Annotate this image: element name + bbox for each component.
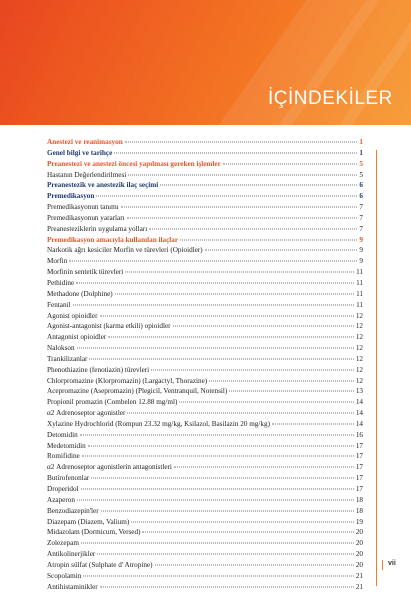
- toc-dot-leader: [81, 489, 354, 490]
- toc-entry-title: Detomidin: [47, 430, 78, 439]
- toc-entry[interactable]: [47, 485, 363, 496]
- toc-entry[interactable]: [47, 452, 363, 463]
- toc-entry-page: 12: [355, 365, 363, 374]
- toc-entry-title: Trankilizanlar: [47, 354, 88, 363]
- toc-dot-leader: [125, 272, 354, 273]
- toc-entry[interactable]: [47, 355, 363, 366]
- toc-entry-title: Preanesteziklerin uygulama yolları: [47, 224, 148, 233]
- toc-dot-leader: [83, 575, 353, 576]
- toc-entry[interactable]: [47, 550, 363, 561]
- toc-dot-leader: [73, 304, 355, 305]
- toc-entry[interactable]: [47, 236, 363, 247]
- toc-entry[interactable]: [47, 398, 363, 409]
- toc-entry-page: 18: [355, 495, 363, 504]
- toc-entry-page: 14: [355, 398, 363, 407]
- toc-entry-title: Narkotik ağrı kesiciler Morfin ve türevleri (Opioidler): [47, 246, 203, 255]
- toc-entry[interactable]: [47, 257, 363, 268]
- toc-dot-leader: [82, 456, 354, 457]
- toc-entry-page: 6: [359, 192, 363, 201]
- toc-dot-leader: [151, 369, 354, 370]
- toc-dot-leader: [114, 152, 357, 153]
- toc-entry-title: Pethidine: [47, 278, 75, 287]
- toc-entry[interactable]: [47, 561, 363, 572]
- toc-entry[interactable]: [47, 583, 363, 594]
- toc-entry[interactable]: [47, 160, 363, 171]
- toc-dot-leader: [88, 445, 354, 446]
- toc-entry-page: 17: [355, 441, 363, 450]
- toc-dot-leader: [100, 586, 354, 587]
- toc-entry-title: Scopolamin: [47, 571, 82, 580]
- toc-entry-title: Agonist-antagonist (karma etkili) opioidler: [47, 322, 171, 331]
- toc-entry-page: 12: [355, 354, 363, 363]
- toc-dot-leader: [89, 358, 353, 359]
- toc-entry-title: Propionil promazin (Combelen 12.88 mg/ml): [47, 398, 178, 407]
- toc-dot-leader: [100, 315, 354, 316]
- toc-entry-title: Xylazine Hydrochlorid (Rompun 23.32 mg/kg, Ksilazol, Basilazin 20 mg/kg): [47, 419, 270, 428]
- toc-entry-title: Genel bilgi ve tarihçe: [47, 148, 113, 157]
- toc-entry[interactable]: [47, 246, 363, 257]
- toc-entry[interactable]: [47, 301, 363, 312]
- toc-entry-title: Antihistaminikler: [47, 582, 98, 591]
- toc-dot-leader: [77, 499, 354, 500]
- toc-entry-page: 12: [355, 311, 363, 320]
- toc-entry-page: 12: [355, 322, 363, 331]
- toc-entry[interactable]: [47, 377, 363, 388]
- toc-entry-title: Methadone (Dolphine): [47, 289, 113, 298]
- toc-dot-leader: [127, 217, 358, 218]
- toc-entry-page: 17: [355, 452, 363, 461]
- toc-dot-leader: [174, 467, 354, 468]
- toc-dot-leader: [96, 196, 357, 197]
- toc-entry[interactable]: [47, 387, 363, 398]
- toc-entry-page: 7: [359, 203, 363, 212]
- toc-entry-page: 13: [355, 387, 363, 396]
- toc-dot-leader: [173, 326, 354, 327]
- toc-entry-page: 19: [355, 517, 363, 526]
- toc-entry-page: 11: [356, 289, 363, 298]
- footer-divider: [382, 560, 383, 570]
- toc-entry[interactable]: [47, 442, 363, 453]
- table-of-contents: [47, 138, 363, 593]
- toc-entry-page: 1: [359, 148, 363, 157]
- toc-entry[interactable]: [47, 409, 363, 420]
- toc-entry-title: Preanestezik ve anestezik ilaç seçimi: [47, 181, 159, 190]
- toc-entry-title: Medetomidin: [47, 441, 86, 450]
- toc-entry[interactable]: [47, 171, 363, 182]
- toc-entry-page: 14: [355, 409, 363, 418]
- toc-entry-title: α2 Adrenoseptor agonistler: [47, 409, 126, 418]
- toc-entry-title: Butirofenonlar: [47, 474, 90, 483]
- toc-dot-leader: [125, 142, 358, 143]
- toc-entry-page: 21: [355, 582, 363, 591]
- toc-entry[interactable]: [47, 138, 363, 149]
- toc-dot-leader: [81, 543, 354, 544]
- toc-dot-leader: [91, 478, 353, 479]
- toc-entry-title: Morfin: [47, 257, 68, 266]
- toc-entry-title: Droperidol: [47, 485, 79, 493]
- toc-entry-title: Premedikasyonun tanımı: [47, 203, 119, 212]
- toc-entry[interactable]: [47, 528, 363, 539]
- toc-entry-page: 9: [359, 246, 363, 255]
- toc-entry-title: Midazolam (Dormicum, Versed): [47, 528, 141, 537]
- toc-dot-leader: [76, 282, 354, 283]
- toc-entry-title: Agonist opioidler: [47, 311, 98, 320]
- toc-entry-page: 9: [359, 235, 363, 244]
- toc-dot-leader: [180, 239, 357, 240]
- toc-entry-page: 20: [355, 528, 363, 537]
- toc-dot-leader: [179, 402, 353, 403]
- toc-dot-leader: [155, 564, 354, 565]
- toc-dot-leader: [101, 510, 354, 511]
- toc-dot-leader: [205, 250, 358, 251]
- toc-entry[interactable]: [47, 496, 363, 507]
- toc-entry[interactable]: [47, 181, 363, 192]
- toc-entry-page: 20: [355, 539, 363, 548]
- toc-entry-title: Preanestezi ve anestezi öncesi yapılması gereken işlemler: [47, 159, 221, 168]
- toc-entry[interactable]: [47, 192, 363, 203]
- toc-entry[interactable]: [47, 420, 363, 431]
- toc-entry-title: Hastanın Değerlendirilmesi: [47, 170, 127, 179]
- toc-entry-page: 11: [356, 278, 363, 287]
- header-banner: [0, 0, 411, 125]
- toc-entry-page: 11: [356, 268, 363, 277]
- page-title: İÇİNDEKİLER: [268, 88, 393, 109]
- toc-entry-title: Phenothiazine (fenotiazin) türevleri: [47, 365, 150, 374]
- toc-entry-title: α2 Adrenoseptor agonistlerin antagonistleri: [47, 463, 172, 472]
- toc-dot-leader: [223, 163, 358, 164]
- toc-entry-page: 20: [355, 560, 363, 569]
- toc-dot-leader: [131, 521, 354, 522]
- toc-entry-page: 5: [359, 159, 363, 168]
- toc-entry[interactable]: [47, 431, 363, 442]
- toc-entry-title: Benzodiazepin'ler: [47, 506, 99, 515]
- toc-entry[interactable]: [47, 149, 363, 160]
- toc-entry-page: 1: [359, 138, 363, 146]
- toc-dot-leader: [127, 413, 353, 414]
- toc-entry-page: 6: [359, 181, 363, 190]
- toc-entry-title: Romifidine: [47, 452, 80, 461]
- toc-entry-title: Antikolinerjikler: [47, 550, 96, 559]
- toc-entry[interactable]: [47, 322, 363, 333]
- toc-entry[interactable]: [47, 366, 363, 377]
- toc-entry-page: 9: [359, 257, 363, 266]
- toc-entry-page: 12: [355, 376, 363, 385]
- toc-dot-leader: [149, 228, 357, 229]
- toc-entry-title: Antagonist opioidler: [47, 333, 107, 342]
- toc-entry[interactable]: [47, 203, 363, 214]
- toc-entry-page: 20: [355, 550, 363, 559]
- toc-entry-page: 12: [355, 344, 363, 353]
- toc-entry[interactable]: [47, 279, 363, 290]
- toc-entry[interactable]: [47, 474, 363, 485]
- toc-dot-leader: [115, 293, 354, 294]
- toc-entry[interactable]: [47, 225, 363, 236]
- toc-entry-page: 14: [355, 419, 363, 428]
- toc-entry[interactable]: [47, 539, 363, 550]
- toc-entry-page: 16: [355, 430, 363, 439]
- toc-dot-leader: [80, 434, 354, 435]
- toc-dot-leader: [97, 554, 354, 555]
- toc-dot-leader: [142, 532, 353, 533]
- toc-entry-title: Zolezepam: [47, 539, 79, 548]
- toc-entry-page: 17: [355, 474, 363, 483]
- toc-dot-leader: [160, 185, 357, 186]
- toc-entry-title: Premedikasyon amacıyla kullanılan ilaçlar: [47, 235, 179, 244]
- margin-rule: [376, 150, 377, 586]
- page-number: vii: [388, 560, 396, 567]
- toc-entry-title: Premedikasyon: [47, 192, 95, 201]
- toc-entry[interactable]: [47, 268, 363, 279]
- toc-dot-leader: [77, 348, 354, 349]
- toc-entry[interactable]: [47, 312, 363, 323]
- toc-entry-page: 5: [359, 170, 363, 179]
- toc-entry-title: Azaperon: [47, 495, 75, 504]
- toc-dot-leader: [128, 174, 357, 175]
- toc-dot-leader: [229, 391, 354, 392]
- toc-entry-title: Diazepam (Diazem, Valium): [47, 517, 130, 526]
- toc-entry[interactable]: [47, 572, 363, 583]
- toc-entry-title: Nalokson: [47, 344, 75, 353]
- toc-dot-leader: [108, 337, 354, 338]
- toc-dot-leader: [69, 261, 357, 262]
- toc-entry[interactable]: [47, 518, 363, 529]
- toc-entry-title: Chlorpromazine (Klorpromazin) (Largactyl, Thorazine): [47, 376, 208, 385]
- toc-entry-title: Acepromazine (Asepromazin) (Plegicil, Ventranquil, Notensil): [47, 387, 228, 396]
- toc-dot-leader: [209, 380, 354, 381]
- toc-entry-page: 17: [355, 463, 363, 472]
- toc-entry[interactable]: [47, 463, 363, 474]
- toc-entry-page: 7: [359, 224, 363, 233]
- toc-dot-leader: [272, 423, 354, 424]
- toc-entry-page: 12: [355, 333, 363, 342]
- toc-entry-page: 11: [356, 300, 363, 309]
- toc-entry-page: 18: [355, 506, 363, 515]
- toc-entry[interactable]: [47, 290, 363, 301]
- toc-entry[interactable]: [47, 333, 363, 344]
- toc-entry[interactable]: [47, 507, 363, 518]
- toc-entry-page: 21: [355, 571, 363, 580]
- toc-entry-title: Fentanil: [47, 300, 71, 309]
- toc-entry-title: Atropin sülfat (Sulphate d' Atropine): [47, 560, 153, 569]
- toc-entry[interactable]: [47, 344, 363, 355]
- toc-entry-page: 7: [359, 213, 363, 222]
- toc-entry-title: Premedikasyonun yararları: [47, 213, 125, 222]
- toc-entry-title: Morfinin sentetik türevleri: [47, 268, 124, 277]
- toc-entry-page: 17: [355, 485, 363, 493]
- toc-dot-leader: [121, 207, 358, 208]
- toc-entry-title: Anestezi ve reanimasyon: [47, 138, 123, 146]
- toc-entry[interactable]: [47, 214, 363, 225]
